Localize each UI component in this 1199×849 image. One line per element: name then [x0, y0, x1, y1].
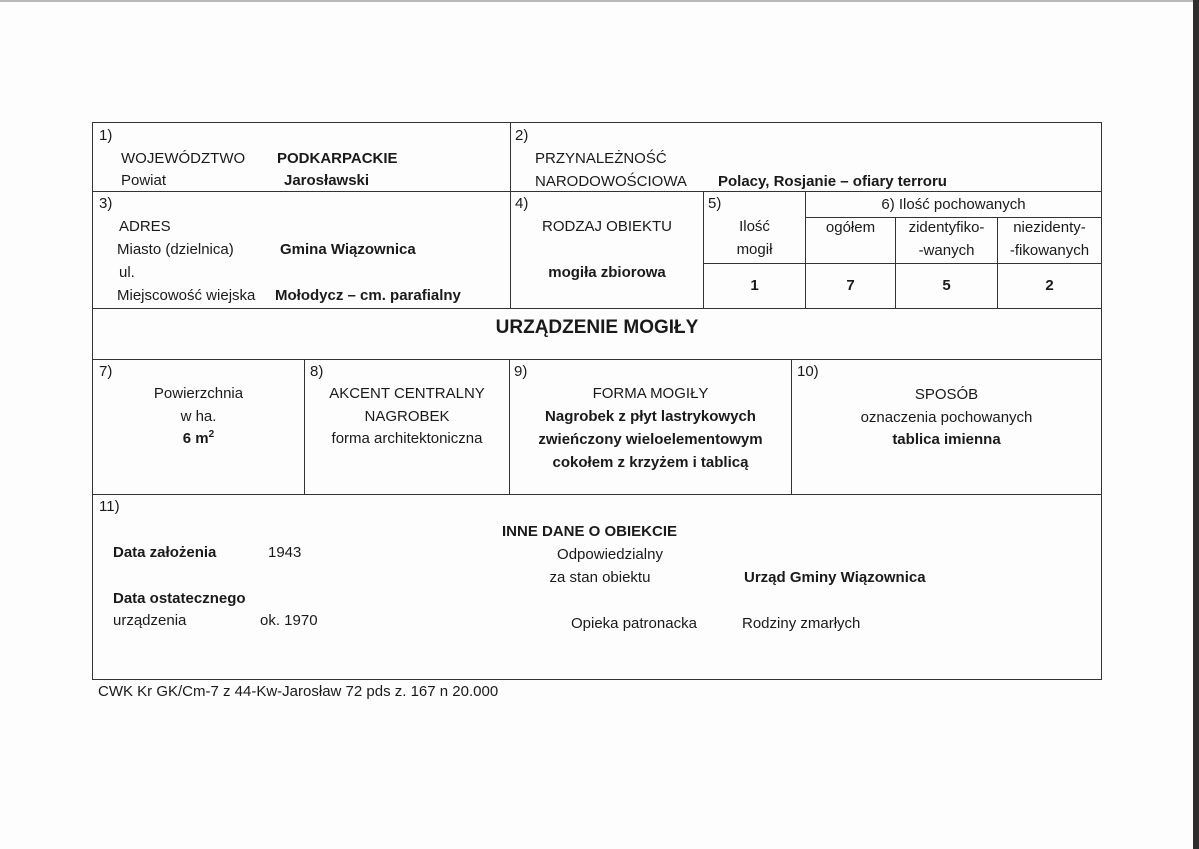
buried-identified-label-1: zidentyfiko-: [908, 219, 985, 236]
city-label: Miasto (dzielnica): [117, 241, 234, 258]
graves-count-value: 1: [750, 277, 759, 294]
patronage-label: Opieka patronacka: [571, 615, 697, 632]
village-label: Miejscowość wiejska: [117, 287, 256, 304]
area-value: [93, 430, 304, 448]
city-value: Gmina Wiązownica: [280, 241, 416, 258]
object-type-label: RODZAJ OBIEKTU: [541, 218, 672, 235]
area-value-superscript: 2: [208, 429, 215, 440]
field-2-number: 2): [515, 127, 529, 144]
other-data-title: INNE DANE O OBIEKCIE: [502, 523, 678, 540]
scan-edge-top: [0, 0, 1199, 2]
buried-unidentified-value: 2: [1045, 277, 1054, 294]
last-arrangement-label-1: Data ostatecznego: [113, 590, 246, 607]
rule: [93, 494, 1101, 495]
grave-form-label: FORMA MOGIŁY: [592, 385, 709, 402]
print-reference: CWK Kr GK/Cm-7 z 44-Kw-Jarosław 72 pds z. 167 n 20.000: [98, 683, 499, 700]
nationality-label-2: NARODOWOŚCIOWA: [535, 173, 687, 190]
rule: [93, 191, 1101, 192]
founded-label: Data założenia: [113, 544, 217, 561]
area-label-1: Powierzchnia: [153, 385, 244, 402]
rule: [93, 308, 1101, 309]
buried-unidentified-label-1: niezidenty-: [1013, 219, 1086, 236]
rule: [304, 359, 305, 494]
buried-total-value: 7: [846, 277, 855, 294]
region-label: WOJEWÓDZTWO: [121, 150, 246, 167]
buried-total-label: ogółem: [825, 219, 876, 236]
address-label: ADRES: [119, 218, 171, 235]
district-value: Jarosławski: [284, 172, 370, 189]
grave-form-value-1: Nagrobek z płyt lastrykowych: [545, 408, 756, 425]
village-value: Mołodycz – cm. parafialny: [275, 287, 461, 304]
responsible-label-1: Odpowiedzialny: [557, 546, 663, 563]
central-accent-label-3: forma architektoniczna: [331, 430, 483, 447]
grave-form-value-2: zwieńczony wieloelementowym: [538, 431, 763, 448]
area-label-2: w ha.: [180, 408, 217, 425]
field-10-number: 10): [797, 363, 819, 380]
patronage-value: Rodziny zmarłych: [742, 615, 861, 632]
founded-value: 1943: [268, 544, 302, 561]
last-arrangement-label-2: urządzenia: [113, 612, 187, 629]
last-arrangement-value: ok. 1970: [260, 612, 318, 629]
field-9-number: 9): [514, 363, 528, 380]
region-value: PODKARPACKIE: [277, 150, 398, 167]
buried-count-title: 6) Ilość pochowanych: [881, 196, 1026, 213]
area-value-text: 6 m: [182, 430, 209, 447]
section-title: URZĄDZENIE MOGIŁY: [495, 317, 699, 338]
street-label: ul.: [119, 264, 135, 281]
field-11-number: 11): [99, 498, 120, 515]
rule: [93, 359, 1101, 360]
field-4-number: 4): [515, 195, 529, 212]
nationality-value: Polacy, Rosjanie – ofiary terroru: [718, 173, 947, 190]
buried-identified-value: 5: [942, 277, 951, 294]
rule: [805, 217, 1101, 218]
rule: [509, 359, 510, 494]
marking-value: tablica imienna: [892, 431, 1001, 448]
buried-identified-label-2: -wanych: [918, 242, 975, 259]
marking-label-1: SPOSÓB: [914, 386, 979, 403]
field-8-number: 8): [310, 363, 324, 380]
field-1-number: 1): [99, 127, 113, 144]
buried-unidentified-label-2: -fikowanych: [1009, 242, 1090, 259]
grave-record-form: [92, 122, 1102, 680]
grave-form-value-3: cokołem z krzyżem i tablicą: [552, 454, 749, 471]
district-label: Powiat: [121, 172, 167, 189]
central-accent-label-1: AKCENT CENTRALNY: [329, 385, 485, 402]
field-7-number: 7): [99, 363, 113, 380]
graves-count-label-1: Ilość: [739, 218, 770, 235]
object-type-value: mogiła zbiorowa: [548, 264, 666, 281]
nationality-label-1: PRZYNALEŻNOŚĆ: [535, 150, 667, 167]
rule: [703, 263, 1101, 264]
responsible-value: Urząd Gminy Wiązownica: [744, 569, 926, 586]
scan-edge-right: [1193, 0, 1199, 849]
field-3-number: 3): [99, 195, 113, 212]
field-5-number: 5): [708, 195, 722, 212]
responsible-label-2: za stan obiektu: [549, 569, 651, 586]
central-accent-label-2: NAGROBEK: [364, 408, 450, 425]
graves-count-label-2: mogił: [736, 241, 773, 258]
marking-label-2: oznaczenia pochowanych: [860, 409, 1033, 426]
